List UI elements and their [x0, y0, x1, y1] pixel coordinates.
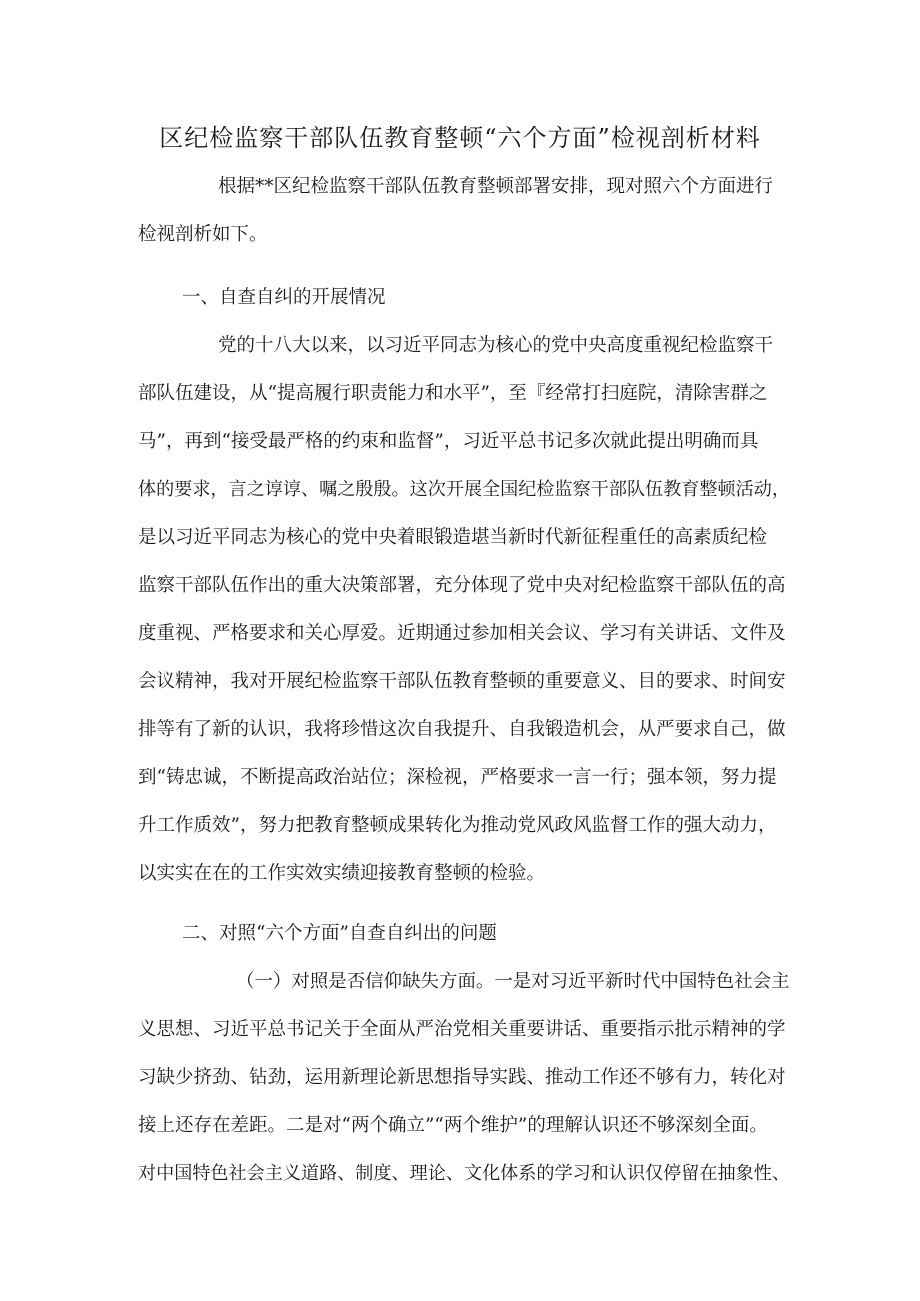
paragraph-line: 度重视、严格要求和关心厚爱。近期通过参加相关会议、学习有关讲话、文件及 [138, 623, 786, 644]
paragraph-line: 部队伍建设，从“提高履行职责能力和水平”，至『经常打扫庭院，清除害群之 [138, 383, 768, 404]
paragraph-line: 会议精神，我对开展纪检监察干部队伍教育整顿的重要意义、目的要求、时间安 [138, 671, 786, 692]
intro-line: 根据**区纪检监察干部队伍教育整顿部署安排，现对照六个方面进行 [218, 176, 774, 197]
paragraph-line: 以实实在在的工作实效实绩迎接教育整顿的检验。 [138, 863, 546, 884]
paragraph-line: 排等有了新的认识，我将珍惜这次自我提升、自我锻造机会，从严要求自己，做 [138, 719, 786, 740]
paragraph-line: 接上还存在差距。二是对“两个确立”“两个维护”的理解认识还不够深刻全面。 [138, 1115, 768, 1136]
paragraph-line: 是以习近平同志为核心的党中央着眼锻造堪当新时代新征程重任的高素质纪检 [138, 527, 768, 548]
document-title: 区纪检监察干部队伍教育整顿“六个方面”检视剖析材料 [159, 124, 761, 152]
paragraph-line: 升工作质效”，努力把教育整顿成果转化为推动党风政风监督工作的强大动力， [138, 815, 777, 836]
paragraph-line: 义思想、习近平总书记关于全面从严治党相关重要讲话、重要指示批示精神的学 [138, 1019, 786, 1040]
section-heading: 一、自查自纠的开展情况 [182, 287, 386, 308]
intro-line: 检视剖析如下。 [138, 224, 268, 245]
paragraph-line: 习缺少挤劲、钻劲，运用新理论新思想指导实践、推动工作还不够有力，转化对 [138, 1067, 786, 1088]
paragraph-line: 监察干部队伍作出的重大决策部署，充分体现了党中央对纪检监察干部队伍的高 [138, 575, 786, 596]
section-heading: 二、对照“六个方面”自查自纠出的问题 [182, 923, 497, 944]
paragraph-line: 马”，再到“接受最严格的约束和监督”，习近平总书记多次就此提出明确而具 [138, 431, 759, 452]
paragraph-line: 到“铸忠诚，不断提高政治站位；深检视，严格要求一言一行；强本领，努力提 [138, 767, 777, 788]
paragraph-line: 党的十八大以来，以习近平同志为核心的党中央高度重视纪检监察干 [218, 335, 774, 356]
paragraph-line: 体的要求，言之谆谆、嘱之殷殷。这次开展全国纪检监察干部队伍教育整顿活动， [138, 479, 790, 500]
paragraph-line: 对中国特色社会主义道路、制度、理论、文化体系的学习和认识仅停留在抽象性、 [138, 1163, 790, 1184]
paragraph-line: （一）对照是否信仰缺失方面。一是对习近平新时代中国特色社会主 [236, 971, 790, 992]
